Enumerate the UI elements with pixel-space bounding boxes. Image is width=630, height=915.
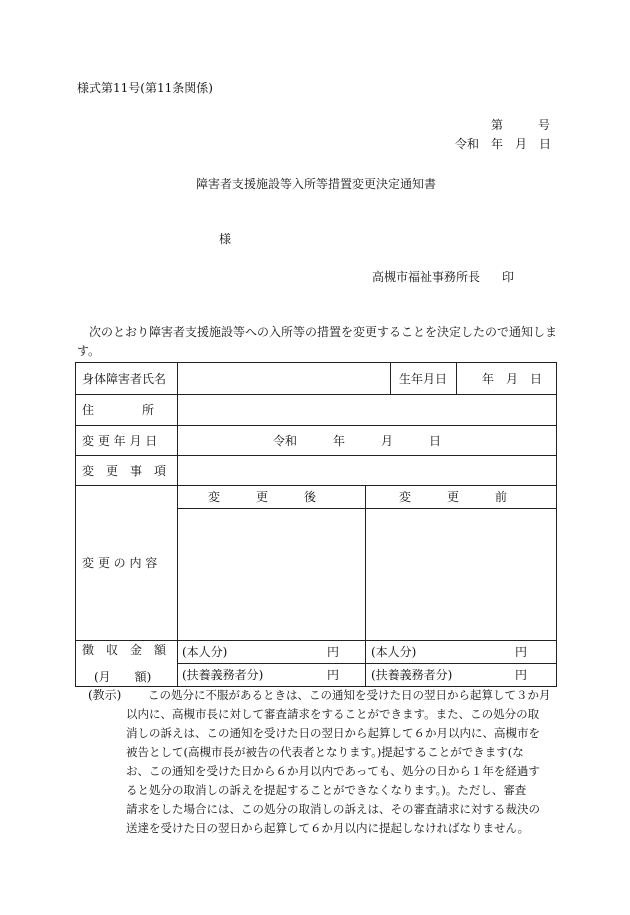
notice-line: 請求をした場合には、この処分の取消しの訴えは、その審査請求に対する裁決の <box>126 802 540 816</box>
after-self-yen: 円 <box>327 645 340 659</box>
intro-line-1: 次のとおり障害者支援施設等への入所等の措置を変更することを決定したので通知しま <box>89 325 558 339</box>
after-self-label: (本人分) <box>182 645 228 659</box>
before-support-label: (扶養義務者分) <box>371 668 453 682</box>
birth-label: 生年月日 <box>399 372 448 386</box>
fee-label: 徴 収 金 額 <box>82 643 167 657</box>
recipient-sama: 様 <box>219 232 232 246</box>
change-item-label: 変 更 事 項 <box>82 464 167 478</box>
after-support-label: (扶養義務者分) <box>182 668 264 682</box>
name-label: 身体障害者氏名 <box>82 372 167 386</box>
notice-label: (教示) <box>88 688 122 702</box>
birth-value: 年 月 日 <box>481 372 542 386</box>
seal-mark: 印 <box>502 270 515 284</box>
fee-sub-label: (月 額) <box>94 670 152 684</box>
notice-line: 被告として(高槻市長が被告の代表者となります。)提起することができます(な <box>126 745 524 759</box>
before-label: 変 更 前 <box>399 490 508 504</box>
content-label: 変 更 の 内 容 <box>82 556 158 570</box>
before-self-label: (本人分) <box>371 645 417 659</box>
notice-line: 送達を受けた日の翌日から起算して６か月以内に提起しなければなりません。 <box>126 821 530 835</box>
notice-line: ると処分の取消しの訴えを提起することができなくなります。)。ただし、審査 <box>126 783 527 797</box>
notice-line: お、この通知を受けた日から６か月以内であっても、処分の日から１年を経過す <box>126 764 540 778</box>
after-support-yen: 円 <box>327 668 340 682</box>
issue-date: 令和 年 月 日 <box>455 137 552 151</box>
notice-line: 消しの訴えは、この通知を受けた日の翌日から起算して６か月以内に、高槻市を <box>126 726 540 740</box>
document-title: 障害者支援施設等入所等措置変更決定通知書 <box>196 177 437 191</box>
issuer-name: 高槻市福祉事務所長 <box>372 270 481 284</box>
change-date-label: 変 更 年 月 日 <box>82 434 158 448</box>
number-dai: 第 <box>491 118 504 132</box>
address-label: 住 所 <box>82 403 155 417</box>
before-support-yen: 円 <box>515 668 528 682</box>
after-label: 変 更 後 <box>208 490 317 504</box>
notice-line: 以内に、高槻市長に対して審査請求をすることができます。また、この処分の取 <box>126 707 540 721</box>
before-self-yen: 円 <box>515 645 528 659</box>
notice-line: この処分に不服があるときは、この通知を受けた日の翌日から起算して３か月 <box>148 688 551 702</box>
number-go: 号 <box>538 118 551 132</box>
form-number: 様式第11号(第11条関係) <box>77 81 213 95</box>
change-date-value: 令和 年 月 日 <box>273 434 442 448</box>
intro-line-2: す。 <box>77 344 101 358</box>
